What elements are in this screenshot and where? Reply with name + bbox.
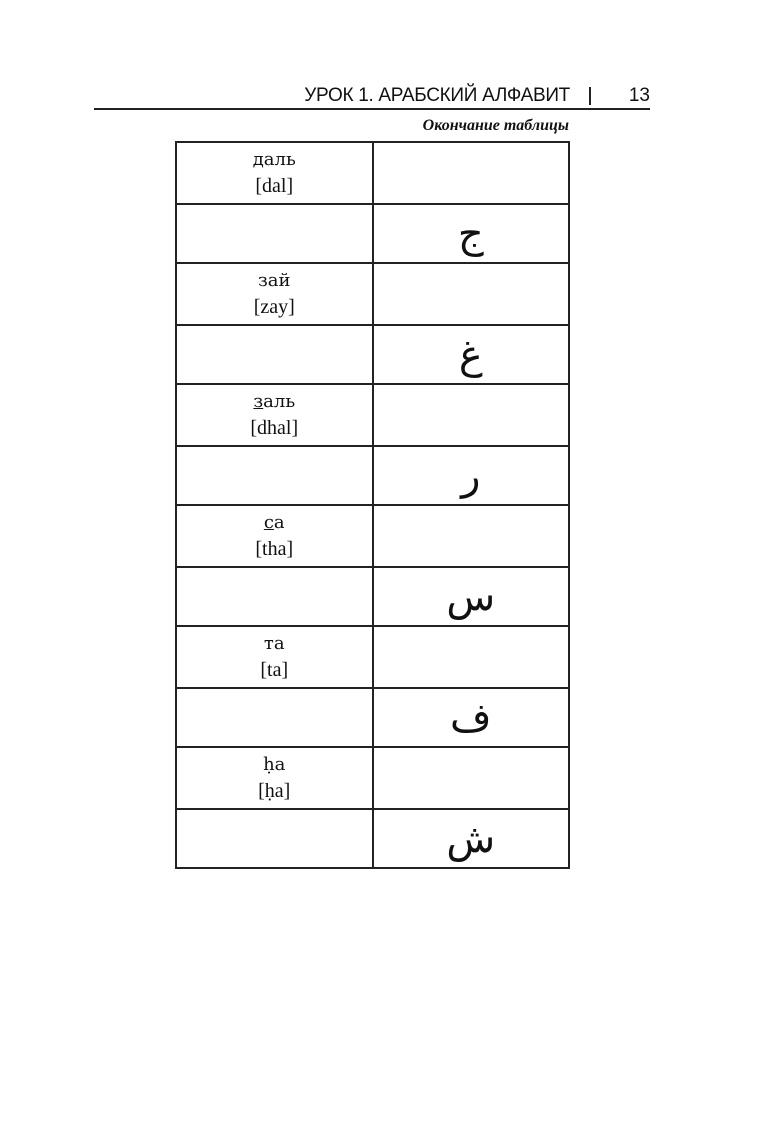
letter-name-underlined: с [263, 512, 274, 533]
letter-name: даль [252, 149, 296, 170]
letter-name-underlined: з [253, 391, 264, 412]
arabic-letter: ج [457, 210, 484, 257]
arabic-letter: ش [446, 815, 496, 862]
letter-name-cell [176, 747, 373, 809]
letter-name-cell [176, 325, 373, 384]
table-row [176, 204, 569, 263]
page-number: 13 [628, 85, 650, 106]
arabic-letter-cell [373, 567, 570, 626]
running-header [94, 84, 650, 110]
letter-name-rest: а [273, 512, 285, 533]
arabic-letter: ف [450, 694, 492, 741]
table-row [176, 626, 569, 688]
arabic-letter-cell [373, 688, 570, 747]
table-row [176, 688, 569, 747]
letter-name-cell [176, 446, 373, 505]
arabic-letter-cell [373, 384, 570, 446]
table-row [176, 505, 569, 567]
table-row [176, 325, 569, 384]
arabic-letter: س [446, 573, 496, 620]
letter-name-cell [176, 688, 373, 747]
arabic-letter-cell [373, 325, 570, 384]
arabic-letter: ر [461, 452, 481, 499]
transliteration: [ta] [260, 659, 289, 681]
arabic-letter-cell [373, 142, 570, 204]
chapter-title: УРОК 1. АРАБСКИЙ АЛФАВИТ [304, 85, 570, 106]
letter-name-cell [176, 626, 373, 688]
letter-name-cell [176, 809, 373, 868]
table-row [176, 384, 569, 446]
transliteration: [ḥa] [258, 780, 291, 802]
letter-name-cell [176, 567, 373, 626]
letter-name-cell [176, 263, 373, 325]
table-row [176, 809, 569, 868]
table-row [176, 747, 569, 809]
table-row [176, 567, 569, 626]
arabic-letter-cell [373, 809, 570, 868]
letter-name [177, 389, 372, 415]
letter-name-cell [176, 505, 373, 567]
arabic-letter-cell [373, 505, 570, 567]
letter-name-cell [176, 384, 373, 446]
header-separator [589, 87, 591, 105]
arabic-letter-cell [373, 626, 570, 688]
letter-name-cell [176, 204, 373, 263]
transliteration: [dhal] [250, 417, 299, 439]
arabic-letter-cell [373, 747, 570, 809]
table-row [176, 142, 569, 204]
letter-name-rest: аль [263, 391, 296, 412]
arabic-letter-cell [373, 446, 570, 505]
letter-name: ḥa [263, 754, 286, 775]
transliteration: [dal] [255, 175, 294, 197]
letter-name [177, 510, 372, 536]
table-row [176, 446, 569, 505]
arabic-letter: غ [458, 331, 483, 378]
table-caption: Окончание таблицы [422, 117, 569, 134]
arabic-letter-cell [373, 263, 570, 325]
letter-name-cell [176, 142, 373, 204]
table-row [176, 263, 569, 325]
letter-name: зай [257, 270, 291, 291]
alphabet-table [175, 141, 570, 869]
arabic-letter-cell [373, 204, 570, 263]
transliteration: [zay] [253, 296, 295, 318]
transliteration: [tha] [255, 538, 294, 560]
letter-name: та [263, 633, 285, 654]
